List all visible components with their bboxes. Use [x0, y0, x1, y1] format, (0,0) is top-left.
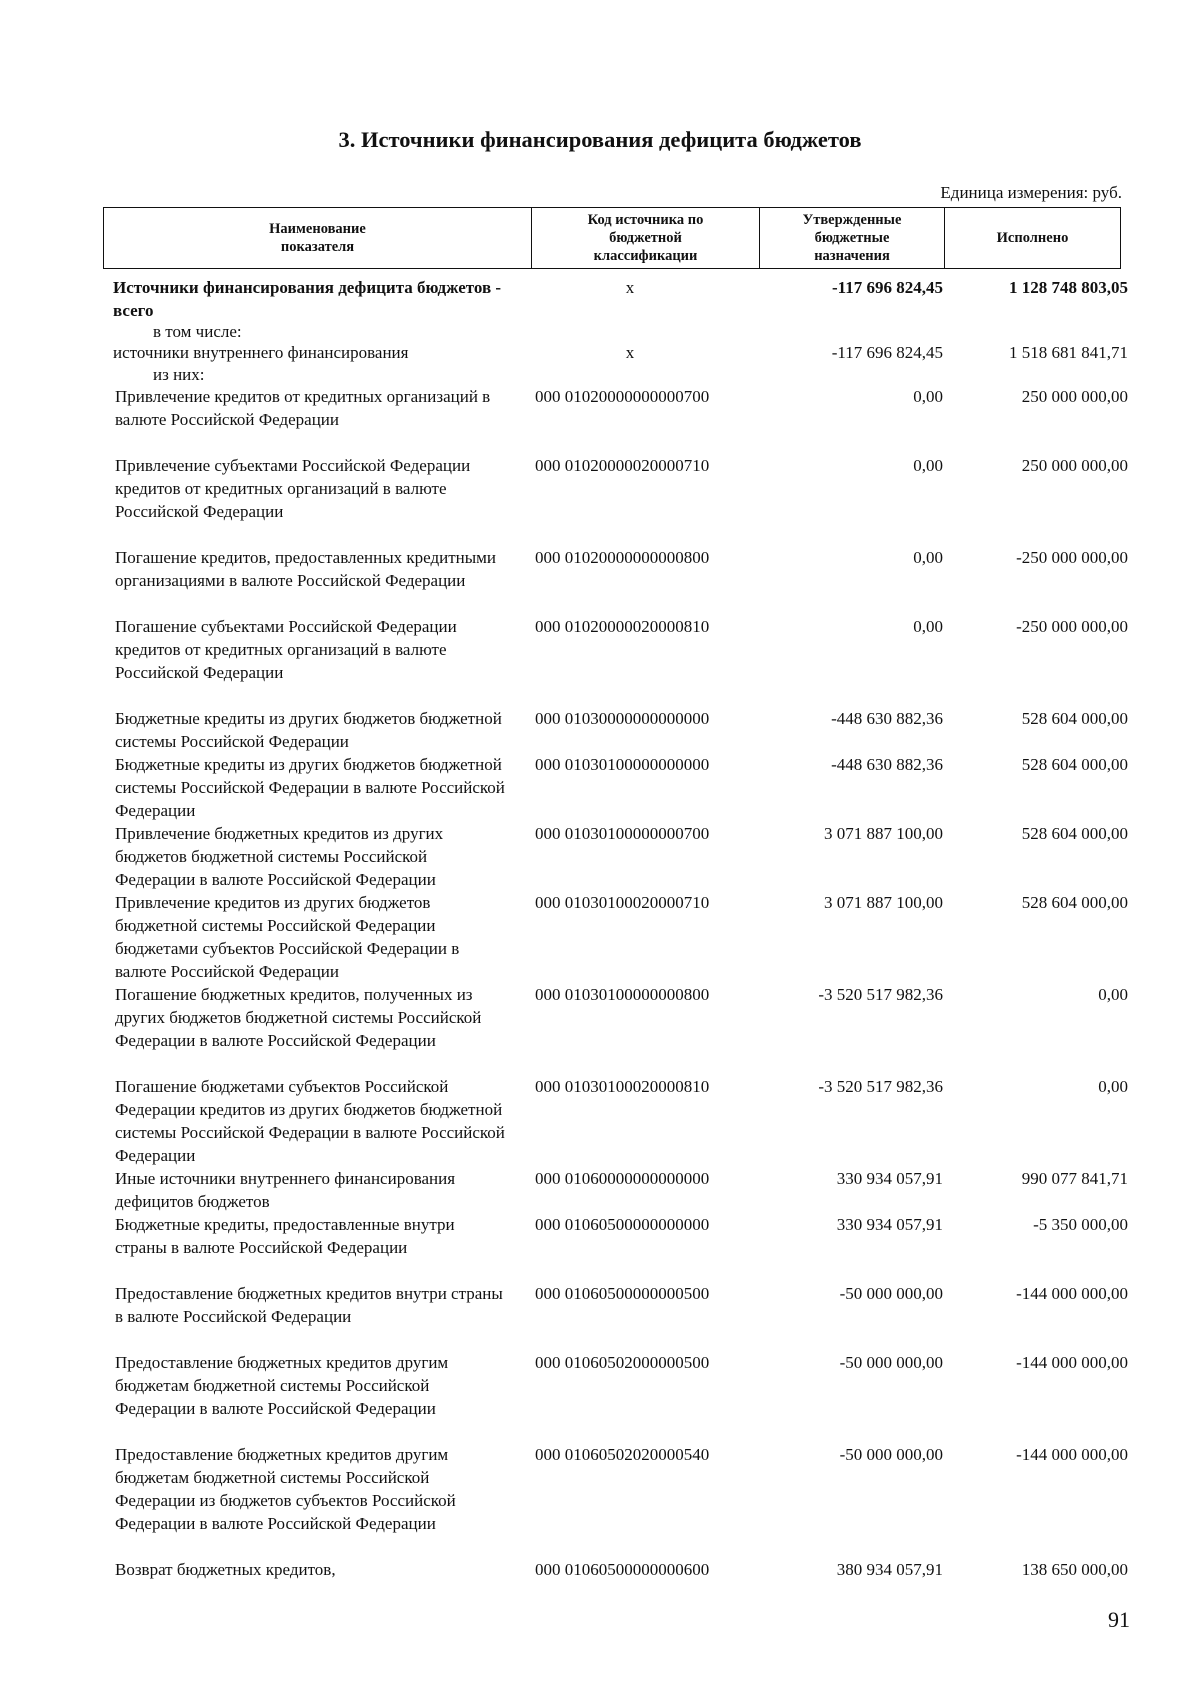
row-approved: 3 071 887 100,00 — [824, 824, 943, 843]
row-executed: -250 000 000,00 — [1016, 617, 1128, 636]
row-name: Погашение кредитов, предоставленных кредитными организациями в валюте Российской Федерации — [115, 548, 497, 590]
row-name: из них: — [153, 365, 205, 384]
table-body — [0, 276, 1200, 1582]
table-row — [0, 385, 1200, 454]
row-executed: 528 604 000,00 — [1021, 755, 1128, 774]
row-name: Привлечение кредитов из других бюджетов бюджетной системы Российской Федерации бюджетами субъектов Российской Федерации в валюте Российской Федерации — [115, 893, 460, 981]
row-executed: -250 000 000,00 — [1016, 548, 1128, 567]
row-name: Погашение субъектами Российской Федерации кредитов от кредитных организаций в валюте Российской Федерации — [115, 617, 457, 682]
row-approved: -117 696 824,45 — [831, 343, 943, 362]
row-code: 000 01030100000000000 — [535, 755, 710, 774]
row-name: Погашение бюджетами субъектов Российской Федерации кредитов из других бюджетов бюджетной системы Российской Федерации в валюте Российской Федерации — [115, 1077, 505, 1165]
table-row — [0, 1351, 1200, 1443]
row-approved: 0,00 — [913, 548, 943, 567]
row-code: 000 01030100020000810 — [535, 1077, 710, 1096]
row-name: Привлечение субъектами Российской Федерации кредитов от кредитных организаций в валюте Российской Федерации — [115, 456, 471, 521]
row-executed: -144 000 000,00 — [1016, 1445, 1128, 1464]
row-approved: -50 000 000,00 — [839, 1284, 943, 1303]
row-approved: 330 934 057,91 — [836, 1169, 943, 1188]
row-code: 000 01060500000000000 — [535, 1215, 710, 1234]
row-code: 000 01020000000000700 — [535, 387, 710, 406]
table-row — [0, 1213, 1200, 1282]
row-executed: 250 000 000,00 — [1021, 456, 1128, 475]
row-executed: 250 000 000,00 — [1021, 387, 1128, 406]
header-approved: Утвержденные бюджетные назначения — [760, 208, 945, 268]
row-approved: 3 071 887 100,00 — [824, 893, 943, 912]
row-code: 000 01060502020000540 — [535, 1445, 710, 1464]
table-row — [0, 1443, 1200, 1558]
row-executed: 1 518 681 841,71 — [1009, 343, 1128, 362]
unit-label: Единица измерения: руб. — [940, 183, 1122, 202]
header-code: Код источника по бюджетной классификации — [532, 208, 760, 268]
row-approved: 0,00 — [913, 387, 943, 406]
row-executed: 138 650 000,00 — [1021, 1560, 1128, 1579]
table-row — [0, 454, 1200, 546]
row-executed: 0,00 — [1098, 1077, 1128, 1096]
row-executed: 1 128 748 803,05 — [1009, 278, 1128, 297]
row-name: Привлечение кредитов от кредитных организаций в валюте Российской Федерации — [115, 387, 491, 429]
table-row — [0, 822, 1200, 891]
table-row — [0, 276, 1200, 320]
row-name: Бюджетные кредиты из других бюджетов бюджетной системы Российской Федерации — [115, 709, 502, 751]
table-row — [0, 320, 1200, 341]
row-name: Предоставление бюджетных кредитов другим бюджетам бюджетной системы Российской Федерации из бюджетов субъектов Российской Федерации в валюте Российской Федерации — [115, 1445, 456, 1533]
row-code: x — [625, 278, 635, 297]
row-name: Предоставление бюджетных кредитов другим бюджетам бюджетной системы Российской Федерации в валюте Российской Федерации — [115, 1353, 449, 1418]
row-approved: 330 934 057,91 — [836, 1215, 943, 1234]
row-name: Возврат бюджетных кредитов, — [115, 1560, 336, 1579]
row-approved: -448 630 882,36 — [831, 709, 943, 728]
row-approved: 380 934 057,91 — [836, 1560, 943, 1579]
row-name: в том числе: — [153, 322, 242, 341]
row-approved: -3 520 517 982,36 — [818, 985, 943, 1004]
row-name: Иные источники внутреннего финансирования дефицитов бюджетов — [115, 1169, 456, 1211]
header-name: Наименование показателя — [104, 208, 532, 268]
header-executed: Исполнено — [996, 230, 1069, 246]
row-name: Погашение бюджетных кредитов, полученных из других бюджетов бюджетной системы Российской Федерации в валюте Российской Федерации — [115, 985, 482, 1050]
table-row — [0, 1075, 1200, 1167]
row-name: Источники финансирования дефицита бюджетов - всего — [113, 278, 502, 320]
row-code: 000 01030100000000800 — [535, 985, 710, 1004]
table-row — [0, 707, 1200, 753]
row-code: 000 01030100020000710 — [535, 893, 710, 912]
row-code: 000 01060502000000500 — [535, 1353, 710, 1372]
row-approved: -448 630 882,36 — [831, 755, 943, 774]
table-row — [0, 891, 1200, 983]
table-row — [0, 546, 1200, 615]
row-approved: 0,00 — [913, 617, 943, 636]
table-row — [0, 1282, 1200, 1351]
row-executed: 0,00 — [1098, 985, 1128, 1004]
row-approved: -50 000 000,00 — [839, 1353, 943, 1372]
row-code: 000 01060500000000600 — [535, 1560, 710, 1579]
table-row — [0, 1558, 1200, 1582]
table-row — [0, 1167, 1200, 1213]
table-row — [0, 615, 1200, 707]
row-name: Предоставление бюджетных кредитов внутри страны в валюте Российской Федерации — [115, 1284, 503, 1326]
row-executed: 990 077 841,71 — [1021, 1169, 1128, 1188]
row-approved: 0,00 — [913, 456, 943, 475]
row-approved: -117 696 824,45 — [832, 278, 943, 297]
row-code: 000 01060000000000000 — [535, 1169, 710, 1188]
table-row — [0, 363, 1200, 385]
row-code: 000 01020000000000800 — [535, 548, 710, 567]
page-title: 3. Источники финансирования дефицита бюджетов — [338, 127, 862, 152]
row-approved: -3 520 517 982,36 — [818, 1077, 943, 1096]
table-header — [103, 207, 1121, 269]
row-executed: 528 604 000,00 — [1021, 893, 1128, 912]
row-name: Бюджетные кредиты из других бюджетов бюджетной системы Российской Федерации в валюте Российской Федерации — [115, 755, 505, 820]
row-code: 000 01020000020000710 — [535, 456, 710, 475]
table-row — [0, 753, 1200, 822]
row-code: 000 01030000000000000 — [535, 709, 710, 728]
row-code: 000 01020000020000810 — [535, 617, 710, 636]
row-executed: 528 604 000,00 — [1021, 824, 1128, 843]
row-code: x — [625, 343, 635, 362]
table-row — [0, 983, 1200, 1075]
row-executed: -5 350 000,00 — [1033, 1215, 1128, 1234]
row-executed: -144 000 000,00 — [1016, 1284, 1128, 1303]
table-row — [0, 341, 1200, 363]
row-approved: -50 000 000,00 — [839, 1445, 943, 1464]
row-code: 000 01060500000000500 — [535, 1284, 710, 1303]
row-code: 000 01030100000000700 — [535, 824, 710, 843]
row-executed: 528 604 000,00 — [1021, 709, 1128, 728]
row-name: Привлечение бюджетных кредитов из других бюджетов бюджетной системы Российской Федерации в валюте Российской Федерации — [115, 824, 444, 889]
row-name: источники внутреннего финансирования — [113, 343, 409, 362]
row-executed: -144 000 000,00 — [1016, 1353, 1128, 1372]
row-name: Бюджетные кредиты, предоставленные внутри страны в валюте Российской Федерации — [115, 1215, 455, 1257]
page-number: 91 — [1108, 1607, 1130, 1632]
